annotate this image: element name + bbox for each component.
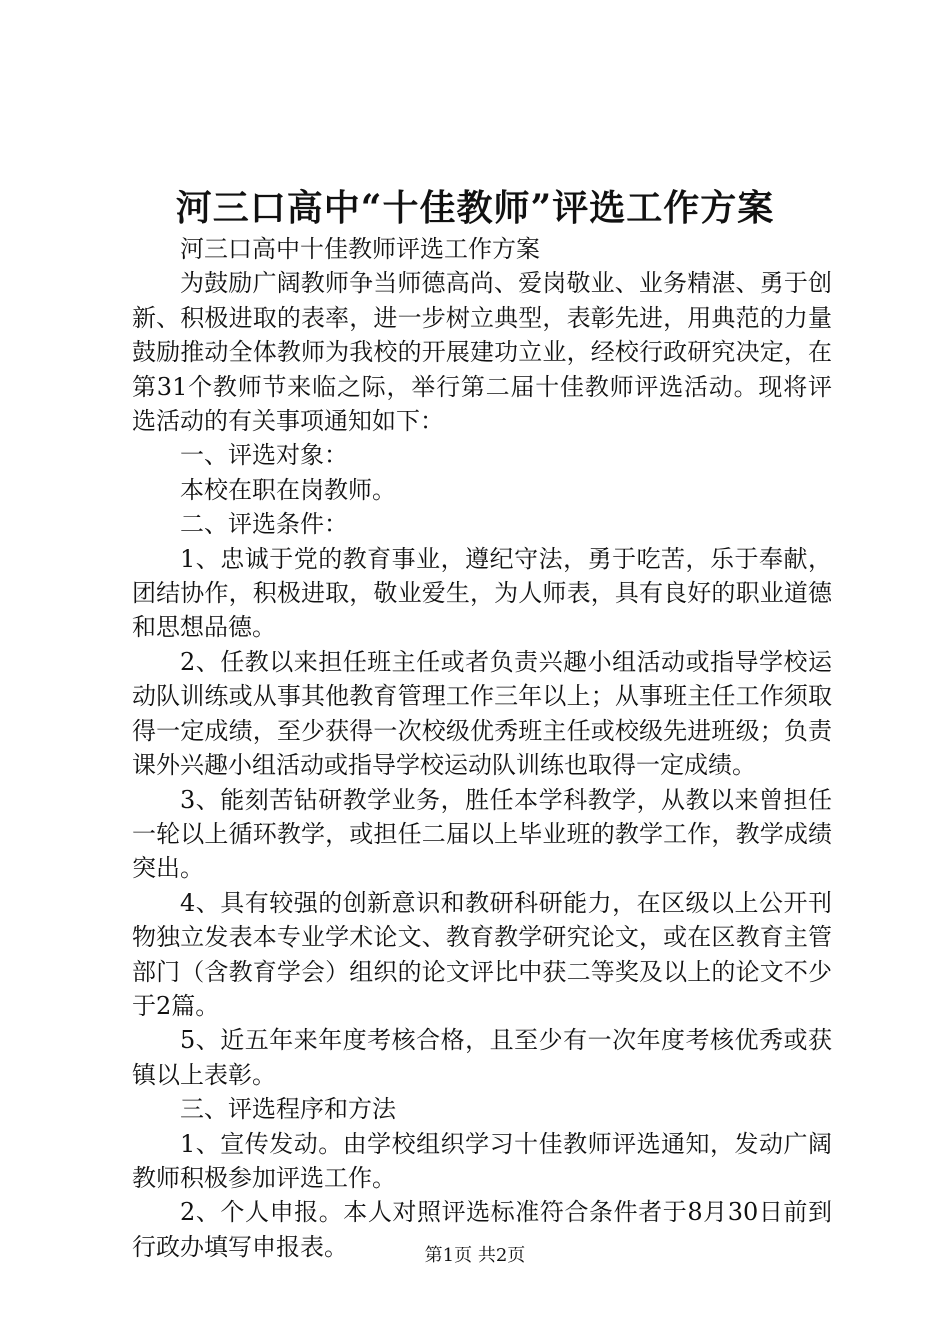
condition-paragraph-1: 1、忠诚于党的教育事业，遵纪守法，勇于吃苦，乐于奉献，团结协作，积极进取，敬业爱生，为人师表，具有良好的职业道德和思想品德。 bbox=[132, 544, 832, 642]
section-heading-procedure: 三、评选程序和方法 bbox=[180, 1095, 396, 1124]
condition-paragraph-3: 3、能刻苦钻研教学业务，胜任本学科教学，从教以来曾担任一轮以上循环教学，或担任二届以上毕业班的教学工作，教学成绩突出。 bbox=[132, 785, 832, 883]
section-heading-conditions: 二、评选条件： bbox=[180, 510, 348, 539]
document-body bbox=[132, 232, 832, 1264]
procedure-paragraph-1: 1、宣传发动。由学校组织学习十佳教师评选通知，发动广阔教师积极参加评选工作。 bbox=[132, 1129, 832, 1192]
document-title: 河三口高中“十佳教师”评选工作方案 bbox=[175, 187, 775, 229]
subtitle-paragraph: 河三口高中十佳教师评选工作方案 bbox=[180, 235, 540, 263]
intro-paragraph: 为鼓励广阔教师争当师德高尚、爱岗敬业、业务精湛、勇于创新、积极进取的表率，进一步树立典型，表彰先进，用典范的力量鼓励推动全体教师为我校的开展建功立业，经校行政研究决定，在第31个教师节来临之际，举行第二届十佳教师评选活动。现将评选活动的有关事项通知如下： bbox=[132, 269, 832, 436]
condition-paragraph-5: 5、近五年来年度考核合格，且至少有一次年度考核优秀或获镇以上表彰。 bbox=[132, 1026, 832, 1089]
procedure-paragraph-2: 2、个人申报。本人对照评选标准符合条件者于8月30日前到行政办填写申报表。 bbox=[132, 1198, 832, 1261]
condition-paragraph-4: 4、具有较强的创新意识和教研科研能力，在区级以上公开刊物独立发表本专业学术论文、教育教学研究论文，或在区教育主管部门（含教育学会）组织的论文评比中获二等奖及以上的论文不少于2篇。 bbox=[132, 888, 832, 1020]
page-footer: 第1页 共2页 bbox=[424, 1245, 526, 1266]
targets-paragraph: 本校在职在岗教师。 bbox=[180, 475, 396, 504]
section-heading-targets: 一、评选对象： bbox=[180, 441, 348, 470]
condition-paragraph-2: 2、任教以来担任班主任或者负责兴趣小组活动或指导学校运动队训练或从事其他教育管理工作三年以上；从事班主任工作须取得一定成绩，至少获得一次校级优秀班主任或校级先进班级；负责课外兴趣小组活动或指导学校运动队训练也取得一定成绩。 bbox=[132, 647, 832, 780]
